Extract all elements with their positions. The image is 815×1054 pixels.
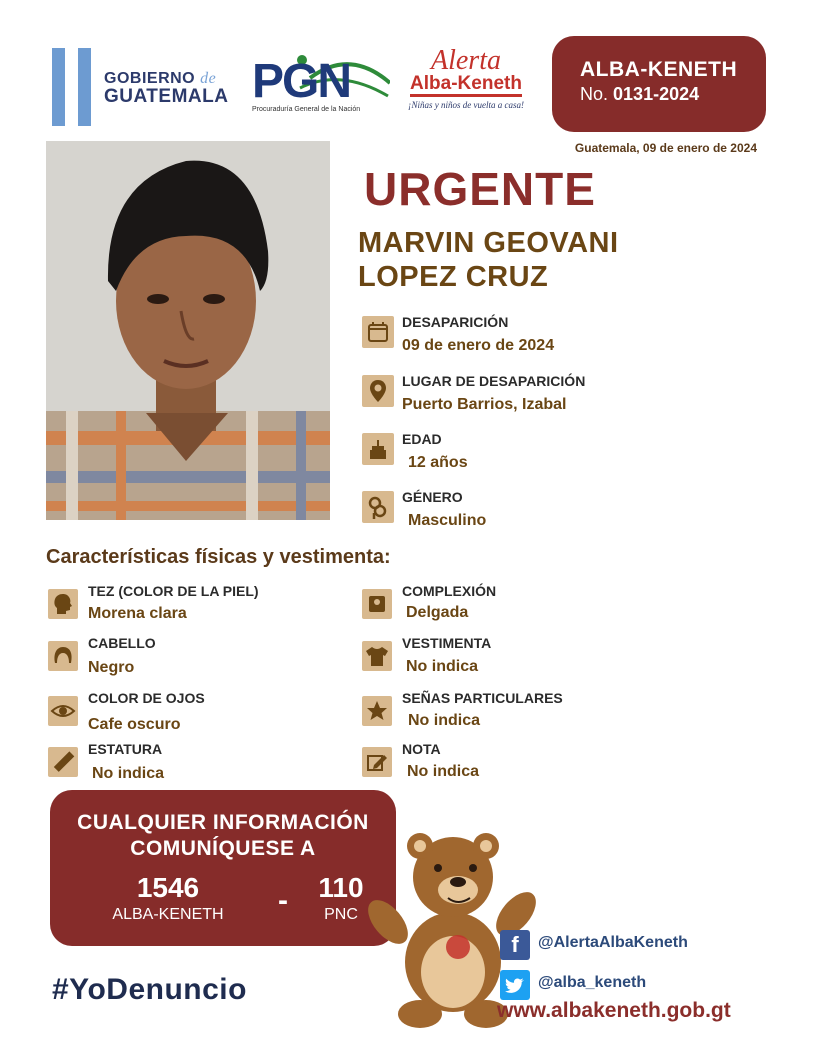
detail-disappearance-date: [362, 316, 692, 366]
contact-title-line-1: CUALQUIER INFORMACIÓN: [77, 811, 369, 834]
feature-label: NOTA: [402, 741, 441, 757]
feature-note: [362, 743, 662, 789]
feature-clothing: [362, 637, 662, 683]
eye-icon: [48, 696, 78, 726]
feature-value: No indica: [407, 763, 480, 780]
gobierno-logo-text: [104, 70, 228, 106]
missing-person-photo: [46, 141, 330, 520]
pgn-letters: PGN: [252, 55, 351, 108]
feature-value: No indica: [406, 658, 479, 675]
detail-value: 12 años: [408, 454, 468, 471]
feature-eye-color: [48, 692, 348, 738]
contact-separator: -: [278, 884, 288, 917]
alerta-alba-keneth-logo: [396, 45, 536, 118]
detail-age: [362, 433, 692, 483]
detail-label: LUGAR DE DESAPARICIÓN: [402, 373, 586, 389]
cake-icon: [362, 433, 394, 465]
case-no-prefix: No.: [580, 84, 609, 104]
gobierno-logo-bars: [52, 48, 96, 126]
guatemala-word: GUATEMALA: [104, 86, 229, 107]
scale-icon: [362, 589, 392, 619]
case-number-box: [552, 36, 766, 132]
feature-label: ESTATURA: [88, 741, 163, 757]
contact-info-box: [50, 790, 396, 946]
twitter-link[interactable]: [500, 970, 760, 1000]
website-link[interactable]: www.albakeneth.gob.gt: [497, 999, 731, 1022]
issue-date: Guatemala, 09 de enero de 2024: [574, 141, 757, 155]
contact-number-pnc[interactable]: 110: [318, 872, 364, 903]
twitter-bird-icon: [500, 970, 530, 1000]
feature-label: SEÑAS PARTICULARES: [402, 690, 563, 706]
contact-label-pnc: PNC: [324, 906, 358, 923]
detail-label: GÉNERO: [402, 489, 463, 505]
calendar-icon: [362, 316, 394, 348]
feature-build: [362, 585, 662, 631]
hair-icon: [48, 641, 78, 671]
twitter-handle: @alba_keneth: [538, 974, 647, 991]
detail-gender: [362, 491, 692, 541]
detail-value: 09 de enero de 2024: [402, 337, 555, 354]
feature-value: No indica: [92, 765, 165, 782]
detail-value: Masculino: [408, 512, 487, 529]
location-pin-icon: [362, 375, 394, 407]
name-line-2: LOPEZ CRUZ: [358, 261, 549, 293]
face-profile-icon: [48, 589, 78, 619]
star-icon: [362, 696, 392, 726]
pgn-subtitle: Procuraduría General de la Nación: [252, 106, 361, 113]
detail-disappearance-place: [362, 375, 692, 425]
feature-value: No indica: [408, 712, 481, 729]
pgn-logo: [240, 48, 390, 118]
gobierno-de-word: de: [200, 70, 217, 87]
characteristics-title: Características físicas y vestimenta:: [46, 546, 391, 568]
contact-title-line-2: COMUNÍQUESE A: [130, 837, 316, 860]
note-edit-icon: [362, 747, 392, 777]
case-number: 0131-2024: [613, 84, 700, 104]
hashtag: #YoDenuncio: [52, 973, 247, 1006]
contact-number-alba-keneth[interactable]: 1546: [136, 872, 200, 903]
missing-person-name: [358, 226, 619, 294]
feature-hair: [48, 637, 348, 683]
feature-label: COLOR DE OJOS: [88, 690, 205, 706]
gender-icon: [362, 491, 394, 523]
feature-label: VESTIMENTA: [402, 635, 492, 651]
facebook-link[interactable]: [500, 930, 760, 960]
alerta-tagline: ¡Niñas y niños de vuelta a casa!: [408, 100, 524, 110]
urgency-heading: URGENTE: [364, 163, 596, 215]
feature-value: Delgada: [406, 604, 469, 621]
gobierno-word: GOBIERNO: [104, 70, 196, 87]
feature-value: Morena clara: [88, 605, 187, 622]
contact-title: [50, 810, 396, 862]
feature-label: CABELLO: [88, 635, 156, 651]
detail-label: EDAD: [402, 431, 442, 447]
case-title: ALBA-KENETH: [580, 58, 738, 81]
feature-label: TEZ (COLOR DE LA PIEL): [88, 583, 259, 599]
feature-value: Negro: [88, 659, 135, 676]
detail-label: DESAPARICIÓN: [402, 314, 509, 330]
detail-value: Puerto Barrios, Izabal: [402, 396, 567, 413]
feature-label: COMPLEXIÓN: [402, 583, 497, 599]
alba-keneth-word: Alba-Keneth: [410, 74, 522, 97]
facebook-icon: f: [500, 930, 530, 960]
ruler-icon: [48, 747, 78, 777]
feature-height: [48, 743, 348, 789]
facebook-handle: @AlertaAlbaKeneth: [538, 934, 688, 951]
alerta-word: Alerta: [431, 45, 501, 76]
name-line-1: MARVIN GEOVANI: [358, 227, 619, 259]
feature-distinguishing-marks: [362, 692, 662, 738]
feature-value: Cafe oscuro: [88, 716, 181, 733]
shirt-icon: [362, 641, 392, 671]
feature-skin-tone: [48, 585, 348, 631]
contact-label-alba-keneth: ALBA-KENETH: [112, 906, 224, 923]
